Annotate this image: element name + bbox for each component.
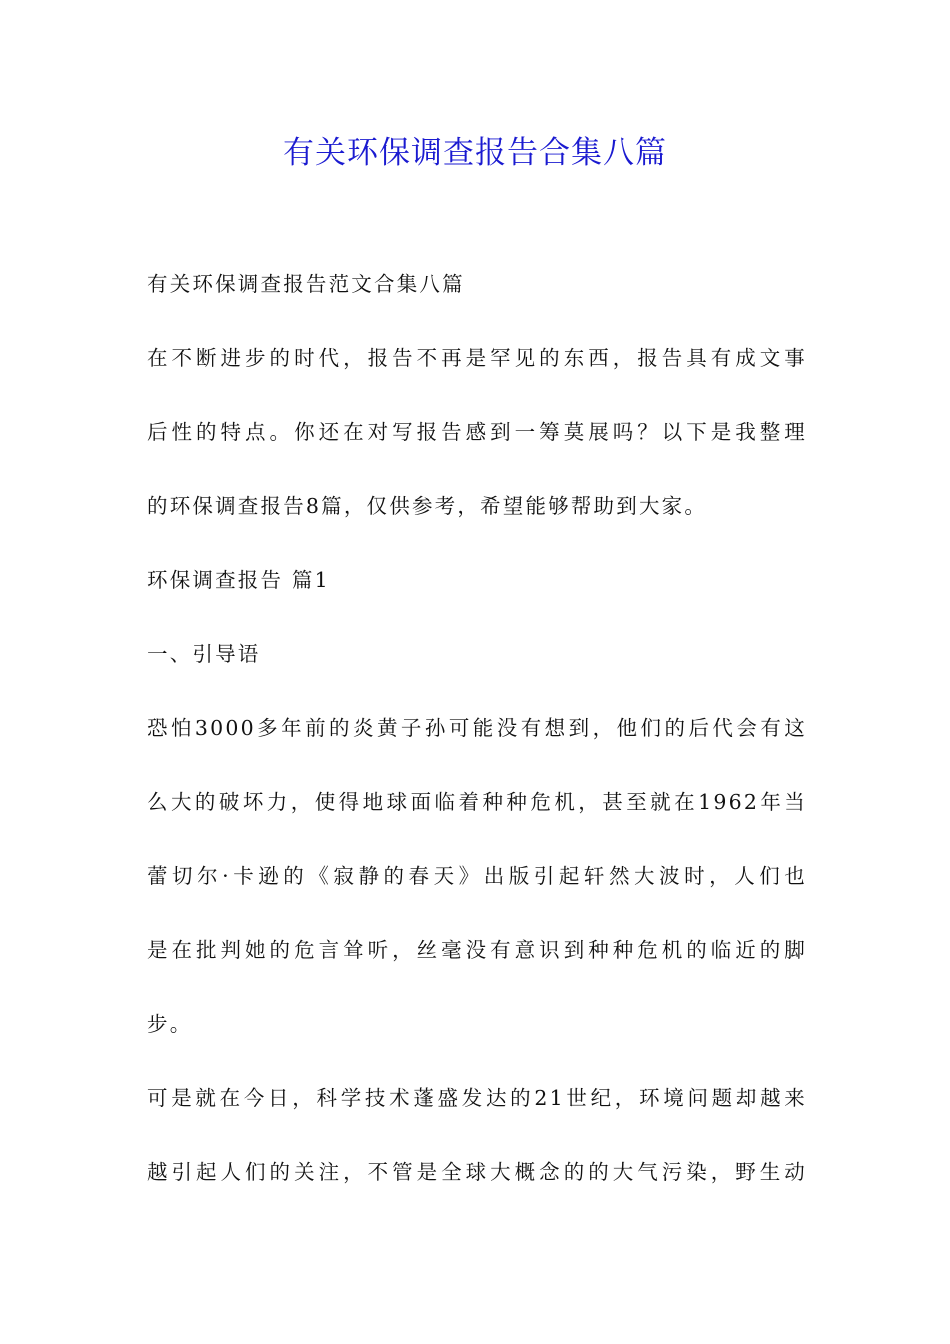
subsection-heading-intro: 一、引导语 — [147, 642, 261, 666]
document-title: 有关环保调查报告合集八篇 — [283, 135, 667, 171]
text-line-para1-4: 是在批判她的危言耸听，丝毫没有意识到种种危机的临近的脚 — [147, 938, 807, 962]
text-line-para1-2: 么大的破坏力，使得地球面临着种种危机，甚至就在1962年当 — [147, 790, 807, 814]
text-line-subtitle: 有关环保调查报告范文合集八篇 — [147, 272, 465, 296]
section-heading-part-1: 环保调查报告 篇1 — [147, 568, 330, 592]
text-line-intro-3: 的环保调查报告8篇，仅供参考，希望能够帮助到大家。 — [147, 494, 708, 518]
text-line-para2-2: 越引起人们的关注，不管是全球大概念的的大气污染，野生动 — [147, 1160, 807, 1184]
text-line-intro-2: 后性的特点。你还在对写报告感到一筹莫展吗？以下是我整理 — [147, 420, 807, 444]
text-line-para1-1: 恐怕3000多年前的炎黄子孙可能没有想到，他们的后代会有这 — [147, 716, 807, 740]
text-line-para1-5: 步。 — [147, 1012, 193, 1036]
document-body — [147, 264, 807, 1226]
text-line-para2-1: 可是就在今日，科学技术蓬盛发达的21世纪，环境问题却越来 — [147, 1086, 807, 1110]
text-line-para1-3: 蕾切尔·卡逊的《寂静的春天》出版引起轩然大波时，人们也 — [147, 864, 807, 888]
text-line-intro-1: 在不断进步的时代，报告不再是罕见的东西，报告具有成文事 — [147, 346, 807, 370]
